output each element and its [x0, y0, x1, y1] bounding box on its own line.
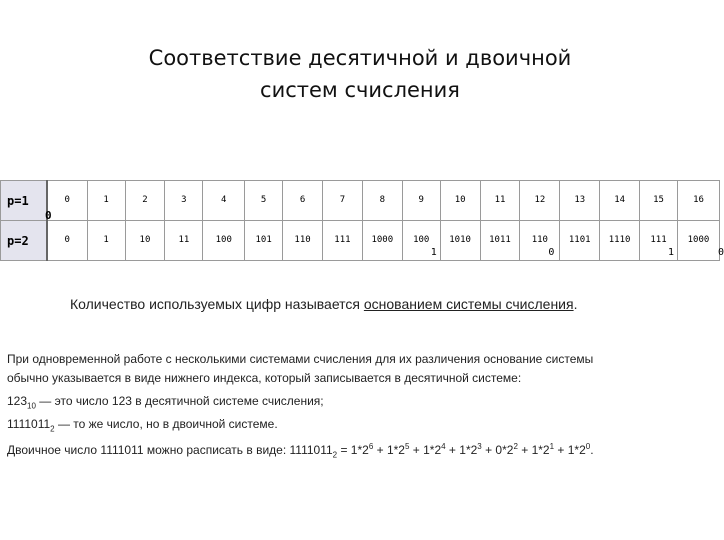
table-cell — [640, 181, 678, 221]
cell-value: 100 — [215, 235, 232, 245]
cell-value: 12 — [534, 195, 546, 205]
example-decimal-text: — это число 123 в десятичной системе счисления; — [35, 394, 324, 408]
expansion-term: = 1*2 — [337, 443, 369, 457]
row-label-p2: p=2 — [1, 221, 47, 261]
cell-value: 100 — [413, 235, 430, 245]
cell-value: 10 — [139, 235, 151, 245]
row-label-p1: p=1 — [1, 181, 47, 221]
cell-value: 111 — [334, 235, 351, 245]
cell-value: 1 — [103, 195, 109, 205]
cell-value: 5 — [260, 195, 267, 205]
table-cell — [322, 181, 362, 221]
example-decimal-base: 10 — [27, 401, 36, 411]
expansion-exponent: 6 — [368, 442, 374, 451]
example-binary-number: 1111011 — [7, 417, 51, 431]
table-cell — [125, 221, 165, 261]
table-cell — [47, 181, 87, 221]
table-cell — [165, 221, 203, 261]
expansion-base: 2 — [332, 450, 338, 460]
cell-value: 0 — [64, 195, 70, 205]
expansion-exponent: 1 — [549, 442, 555, 451]
example-binary — [7, 415, 278, 438]
table-cell — [362, 181, 402, 221]
table-cell — [402, 221, 440, 261]
expansion-end: . — [590, 443, 594, 457]
example-decimal-number: 123 — [7, 394, 28, 408]
expansion-exponent: 0 — [585, 442, 591, 451]
cell-value: 2 — [142, 195, 148, 205]
table-cell — [520, 221, 560, 261]
table-cell — [87, 221, 125, 261]
table-cell — [600, 221, 640, 261]
cell-value: 14 — [614, 195, 626, 205]
cell-value: 9 — [418, 195, 424, 205]
table-cell — [600, 181, 640, 221]
table-cell — [677, 181, 719, 221]
cell-value: 101 — [255, 235, 272, 245]
table-cell — [203, 181, 245, 221]
cell-value: 4 — [221, 195, 227, 205]
expansion-term: + 1*2 — [373, 443, 405, 457]
table-cell — [322, 221, 362, 261]
table-cell — [245, 221, 283, 261]
table-row-p1 — [1, 181, 720, 221]
table-cell — [283, 221, 323, 261]
expansion-term: + 0*2 — [481, 443, 514, 457]
table-cell — [480, 221, 520, 261]
base-sentence-suffix: . — [573, 296, 578, 312]
cell-value: 111 — [650, 235, 667, 245]
cell-value: 3 — [181, 195, 187, 205]
binary-expansion — [7, 437, 594, 464]
table-cell — [402, 181, 440, 221]
expansion-exponent: 4 — [441, 442, 446, 451]
expansion-term: + 1*2 — [554, 443, 586, 457]
table-cell — [165, 181, 203, 221]
table-cell — [480, 181, 520, 221]
table-cell — [125, 181, 165, 221]
expansion-term: + 1*2 — [409, 443, 442, 457]
cell-value: 1101 — [568, 235, 591, 245]
cell-value: 11 — [494, 195, 506, 205]
table-cell — [362, 221, 402, 261]
table-cell — [87, 181, 125, 221]
cell-value: 110 — [294, 235, 311, 245]
table-cell — [560, 221, 600, 261]
cell-value: 13 — [574, 195, 586, 205]
cell-value: 16 — [693, 195, 704, 205]
paragraph-line-1: При одновременной работе с несколькими системами счисления для их различения основание системы — [7, 352, 594, 366]
table-cell — [245, 181, 283, 221]
cell-value: 6 — [299, 195, 306, 205]
table-cell — [283, 181, 323, 221]
cell-value: 110 — [531, 235, 548, 245]
table-cell — [440, 221, 480, 261]
cell-value: 1110 — [608, 235, 631, 245]
title-line-2: систем счисления — [260, 78, 460, 102]
number-table — [0, 180, 724, 261]
expansion-term: + 1*2 — [445, 443, 478, 457]
expansion-term: + 1*2 — [517, 443, 550, 457]
table-cell — [560, 181, 600, 221]
cell-value: 11 — [178, 235, 190, 245]
table-cell — [677, 221, 724, 261]
row1-overflow-digit: 0 — [45, 209, 52, 222]
table-cell — [203, 221, 245, 261]
cell-value: 15 — [653, 195, 664, 205]
cell-value: 1010 — [449, 235, 471, 245]
base-sentence-prefix: Количество используемых цифр называется — [70, 296, 364, 312]
table-cell — [520, 181, 560, 221]
expansion-exponent: 2 — [513, 442, 518, 451]
cell-overflow-digit: 1 — [430, 247, 437, 258]
expansion-exponent: 3 — [477, 442, 482, 451]
cell-overflow-digit: 1 — [668, 247, 675, 258]
example-decimal — [7, 392, 324, 415]
base-term-link: основанием системы счисления — [363, 296, 574, 312]
expansion-prefix: Двоичное число 1111011 можно расписать в виде: 1111011 — [7, 443, 333, 457]
base-sentence — [70, 296, 577, 312]
expansion-exponent: 5 — [404, 442, 410, 451]
cell-value: 1011 — [489, 235, 511, 245]
cell-value: 1000 — [371, 235, 394, 245]
table-cell — [440, 181, 480, 221]
cell-value: 1 — [103, 235, 109, 245]
cell-value: 10 — [454, 195, 466, 205]
cell-value: 1000 — [687, 235, 710, 245]
slide-title — [0, 42, 720, 106]
cell-overflow-digit: 0 — [717, 247, 724, 258]
table-row-p2 — [1, 221, 720, 261]
cell-value: 0 — [64, 235, 70, 245]
title-line-1: Соответствие десятичной и двоичной — [148, 46, 572, 70]
cell-value: 8 — [379, 195, 385, 205]
example-binary-text: — то же число, но в двоичной системе. — [54, 417, 278, 431]
paragraph-line-2: обычно указывается в виде нижнего индекса, который записывается в десятичной системе: — [7, 371, 522, 385]
table-cell — [47, 221, 87, 261]
cell-value: 7 — [339, 195, 346, 205]
cell-overflow-digit: 0 — [548, 247, 555, 258]
example-binary-base: 2 — [50, 424, 55, 434]
table-cell — [640, 221, 678, 261]
